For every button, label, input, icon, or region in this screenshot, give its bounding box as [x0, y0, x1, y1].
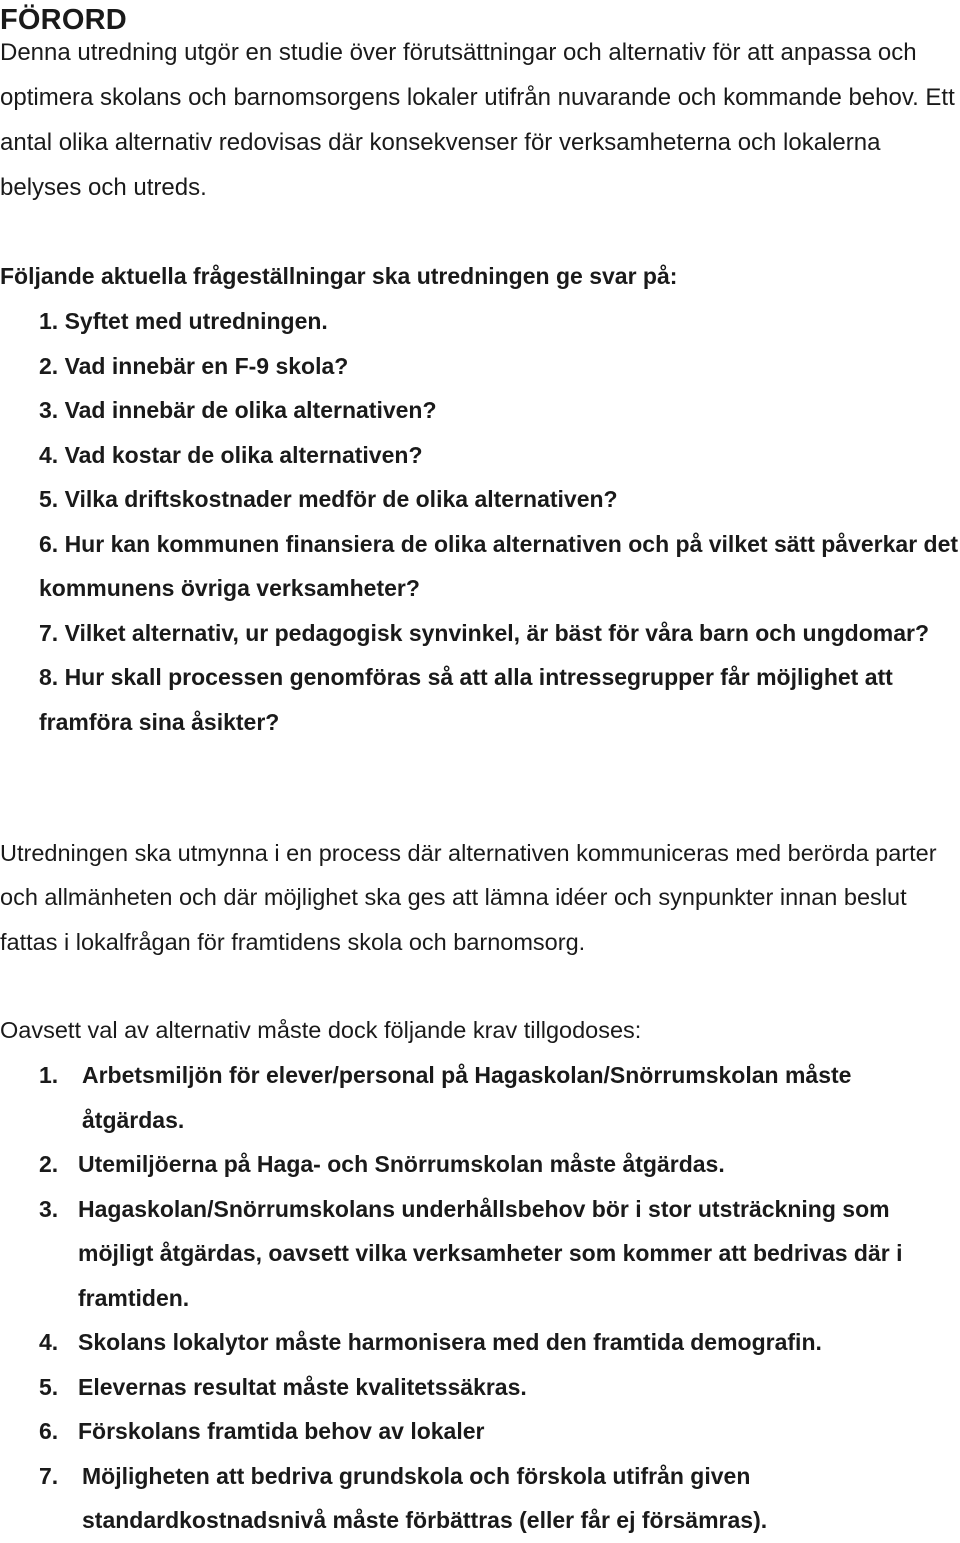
requirement-text: Förskolans framtida behov av lokaler [78, 1418, 485, 1444]
requirement-item [0, 1187, 960, 1321]
requirement-item [0, 1053, 960, 1142]
question-item: 3. Vad innebär de olika alternativen? [39, 397, 437, 423]
requirements-intro: Oavsett val av alternativ måste dock följande krav tillgodoses: [0, 1017, 642, 1043]
question-item: 6. Hur kan kommunen finansiera de olika alternativen och på vilket sätt påverkar det kommunens övriga verksamheter? [39, 530, 959, 601]
requirement-number: 3. [39, 1195, 59, 1222]
question-item: 5. Vilka driftskostnader medför de olika alternativen? [39, 486, 618, 512]
question-item: 2. Vad innebär en F-9 skola? [39, 352, 349, 379]
intro-paragraph: Denna utredning utgör en studie över förutsättningar och alternativ för att anpassa och optimera skolans och barnomsorgens lokaler utifrån nuvarande och kommande behov. Ett antal olika alternativ redovisas där konsekvenser för verksamheterna och lokalerna belyses och utreds. [0, 39, 955, 201]
requirement-text: Utemiljöerna på Haga- och Snörrumskolan måste åtgärdas. [78, 1151, 725, 1177]
requirement-number: 2. [39, 1151, 59, 1177]
requirement-text: Arbetsmiljön för elever/personal på Hagaskolan/Snörrumskolan måste åtgärdas. [82, 1062, 852, 1133]
document-title: FÖRORD [0, 4, 127, 36]
requirements-list [0, 1053, 960, 1543]
requirement-number: 5. [39, 1373, 59, 1400]
question-item: 8. Hur skall processen genomföras så att alla intressegrupper får möjlighet att framföra sina åsikter? [39, 664, 893, 735]
requirement-item [0, 1142, 960, 1187]
requirement-number: 7. [39, 1462, 59, 1489]
requirement-number: 6. [39, 1418, 59, 1444]
requirement-item [0, 1454, 960, 1543]
questions-list [39, 299, 960, 744]
requirement-item [0, 1365, 960, 1410]
requirement-text: Skolans lokalytor måste harmonisera med den framtida demografin. [78, 1329, 822, 1355]
requirement-number: 4. [39, 1329, 59, 1355]
process-paragraph: Utredningen ska utmynna i en process där alternativen kommuniceras med berörda parter och allmänheten och där möjlighet ska ges att lämna idéer och synpunkter innan beslut fattas i lokalfrågan för framtidens skola och barnomsorg. [0, 840, 937, 955]
question-item: 7. Vilket alternativ, ur pedagogisk synvinkel, är bäst för våra barn och ungdomar? [39, 619, 930, 646]
requirement-item [0, 1320, 960, 1365]
question-item: 1. Syftet med utredningen. [39, 308, 328, 334]
requirement-text: Hagaskolan/Snörrumskolans underhållsbehov bör i stor utsträckning som möjligt åtgärdas, oavsett vilka verksamheter som kommer att bedrivas där i framtiden. [78, 1195, 903, 1311]
question-item: 4. Vad kostar de olika alternativen? [39, 441, 423, 468]
requirement-text: Möjligheten att bedriva grundskola och förskola utifrån given standardkostnadsnivå måste förbättras (eller får ej försämras). [82, 1462, 768, 1533]
requirement-number: 1. [39, 1062, 59, 1088]
requirement-item [0, 1409, 960, 1454]
requirement-text: Elevernas resultat måste kvalitetssäkras. [78, 1373, 527, 1400]
questions-heading: Följande aktuella frågeställningar ska utredningen ge svar på: [0, 263, 678, 289]
